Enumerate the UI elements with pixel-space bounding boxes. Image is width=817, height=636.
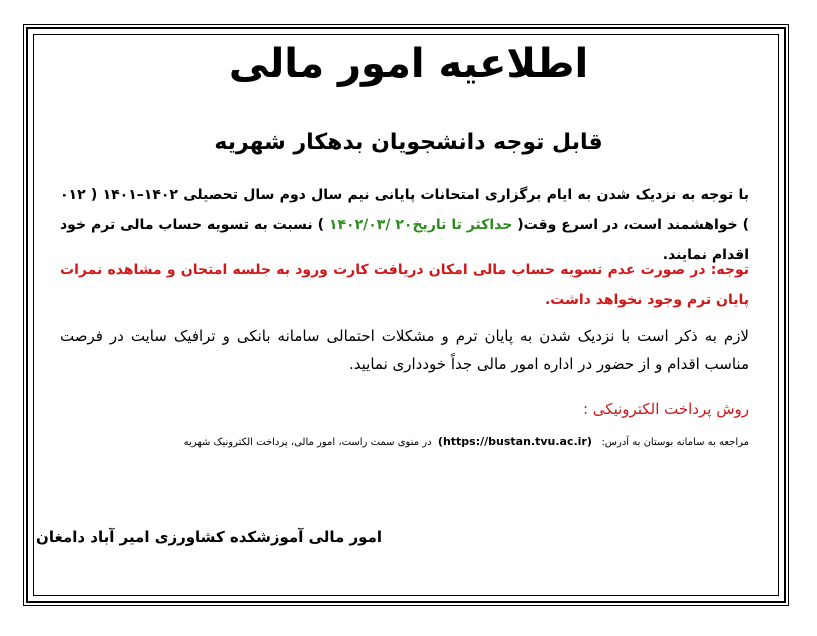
notice-subtitle: قابل توجه دانشجویان بدهکار شهریه — [214, 130, 603, 155]
payment-method-heading: روش پرداخت الکترونیکی : — [582, 400, 749, 418]
notice-title: اطلاعیه امور مالی — [228, 41, 589, 87]
notice-border-frame — [26, 27, 786, 603]
main-paragraph-part2: ) نسبت به تسویه حساب مالی ترم خود اقدام نمایند. — [60, 217, 749, 263]
warning-paragraph: توجه: در صورت عدم تسویه حساب مالی امکان دریافت کارت ورود به جلسه امتحان و مشاهده نمرات پایان ترم وجود نخواهد داشت. — [60, 262, 749, 308]
payment-reference-line — [184, 434, 749, 451]
signature-line: امور مالی آموزشکده کشاورزی امیر آباد دامغان — [36, 528, 382, 546]
bustan-url-link[interactable]: (https://bustan.tvu.ac.ir) — [437, 435, 592, 448]
reference-suffix: در منوی سمت راست، امور مالی، پرداخت الکترونیک شهریه — [183, 437, 432, 448]
notice-inner-border — [33, 34, 779, 596]
advice-paragraph: لازم به ذکر است با نزدیک شدن به پایان ترم و مشکلات احتمالی سامانه بانکی و ترافیک سایت در فرصت مناسب اقدام و از حضور در اداره امور مالی جداً خودداری نمایید. — [60, 327, 749, 373]
deadline-text: حداکثر تا تاریخ۲۰ /۱۴۰۲/۰۳ — [328, 217, 513, 233]
main-paragraph-part1: با توجه به نزدیک شدن به ایام برگزاری امتحانات پایانی نیم سال دوم سال تحصیلی ۱۴۰۲–۱۴۰۱ ( ۰۱۲ ) خواهشمند است، در اسرع وقت( — [60, 187, 750, 233]
reference-prefix: مراجعه به سامانه بوستان به آدرس: — [601, 437, 749, 448]
